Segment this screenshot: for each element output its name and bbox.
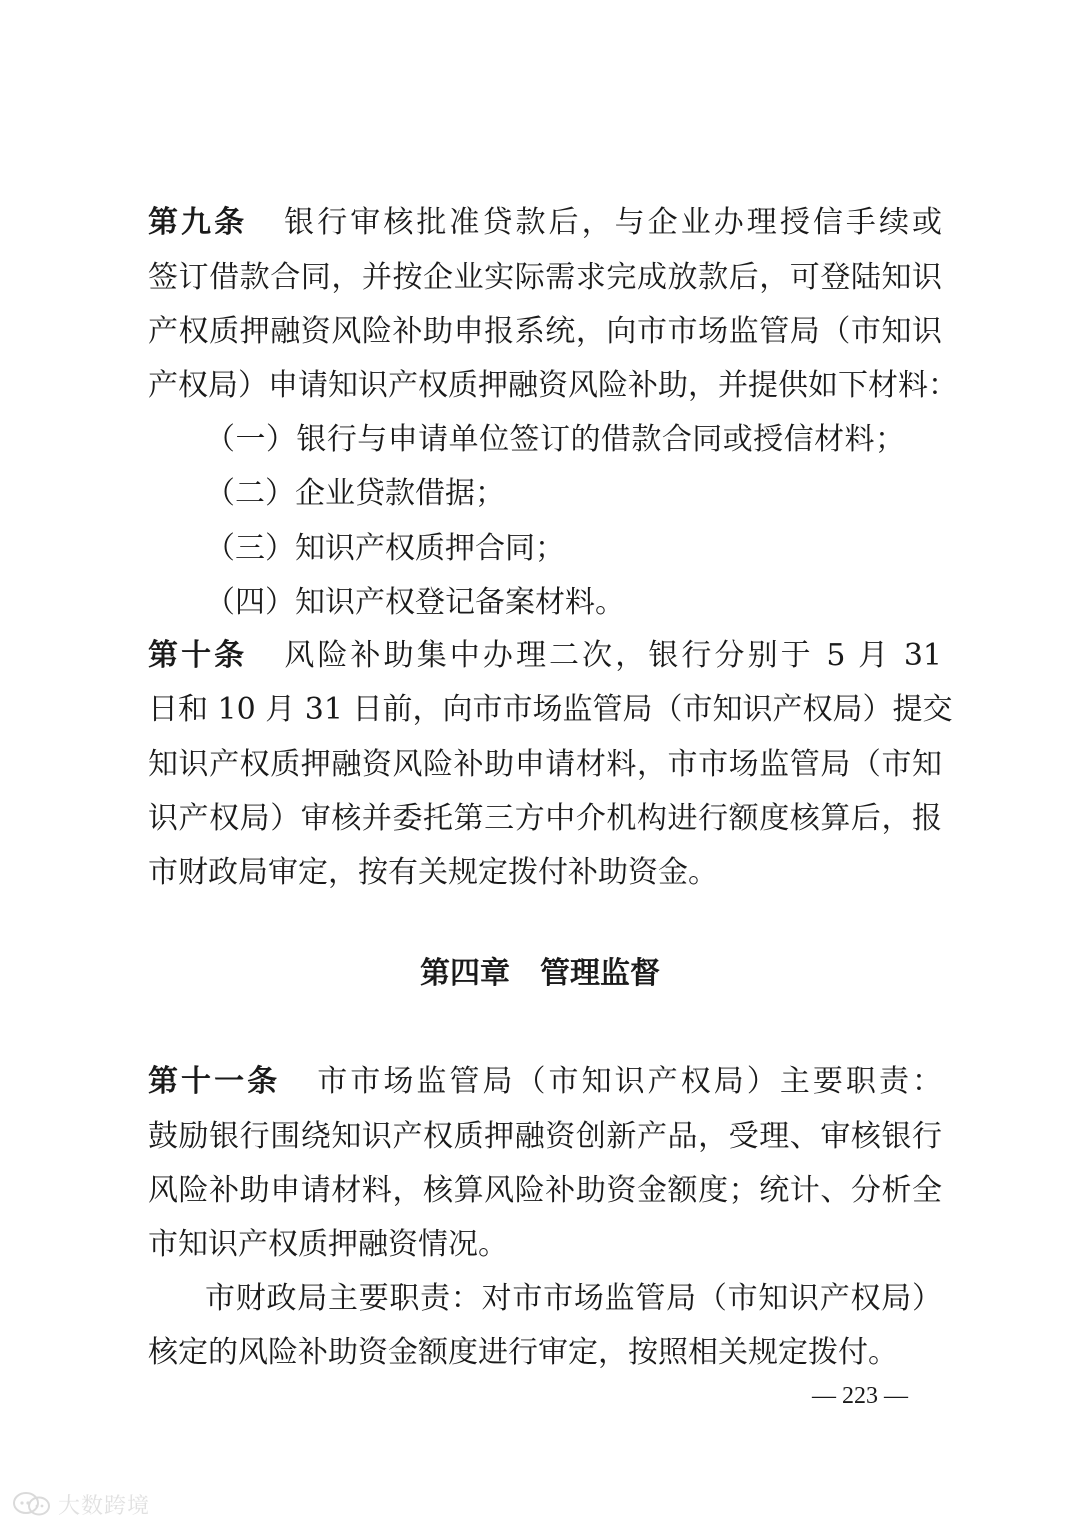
article-10-line-2: 日和 10 月 31 日前，向市市场监管局（市知识产权局）提交 xyxy=(148,692,953,727)
article-9-line-4: 产权局）申请知识产权质押融资风险补助，并提供如下材料： xyxy=(148,368,958,403)
article-10-text: 风险补助集中办理二次，银行分别于 5 月 31 xyxy=(281,638,942,673)
article-9-item-4: （四）知识产权登记备案材料。 xyxy=(205,585,625,620)
page-number: — 223 — xyxy=(812,1383,908,1409)
article-11-line-2: 鼓励银行围绕知识产权质押融资创新产品，受理、审核银行 xyxy=(148,1119,942,1154)
chat-bubbles-icon xyxy=(12,1490,52,1518)
article-10-line-1 xyxy=(148,636,942,676)
article-11-heading: 第十一条 xyxy=(148,1064,281,1099)
watermark-text: 大数跨境 xyxy=(58,1493,151,1519)
article-9-item-2: （二）企业贷款借据； xyxy=(205,476,505,511)
article-11-para-2-line-1: 市财政局主要职责：对市市场监管局（市知识产权局） xyxy=(205,1281,942,1316)
article-9-line-1 xyxy=(148,203,942,243)
article-11-text: 市市场监管局（市知识产权局）主要职责： xyxy=(314,1064,943,1099)
article-10-heading: 第十条 xyxy=(148,638,248,673)
article-11-line-4: 市知识产权质押融资情况。 xyxy=(148,1227,508,1262)
article-9-item-3: （三）知识产权质押合同； xyxy=(205,531,565,566)
chapter-title: 管理监督 xyxy=(540,956,660,991)
article-9-line-3: 产权质押融资风险补助申报系统，向市市场监管局（市知识 xyxy=(148,314,942,349)
article-11-line-3: 风险补助申请材料，核算风险补助资金额度；统计、分析全 xyxy=(148,1173,942,1208)
article-9-heading: 第九条 xyxy=(148,205,248,240)
watermark xyxy=(12,1488,150,1520)
chapter-number: 第四章 xyxy=(420,956,510,991)
article-11-para-2-line-2: 核定的风险补助资金额度进行审定，按照相关规定拨付。 xyxy=(148,1335,898,1370)
article-9-line-2: 签订借款合同，并按企业实际需求完成放款后，可登陆知识 xyxy=(148,260,942,295)
article-9-text: 银行审核批准贷款后，与企业办理授信手续或 xyxy=(281,205,943,240)
article-10-line-5: 市财政局审定，按有关规定拨付补助资金。 xyxy=(148,855,718,890)
article-10-line-3: 知识产权质押融资风险补助申请材料，市市场监管局（市知 xyxy=(148,747,942,782)
article-10-line-4: 识产权局）审核并委托第三方中介机构进行额度核算后，报 xyxy=(148,801,942,836)
article-11-line-1 xyxy=(148,1062,942,1102)
article-9-item-1: （一）银行与申请单位签订的借款合同或授信材料； xyxy=(205,422,905,457)
chapter-heading xyxy=(0,952,1080,996)
